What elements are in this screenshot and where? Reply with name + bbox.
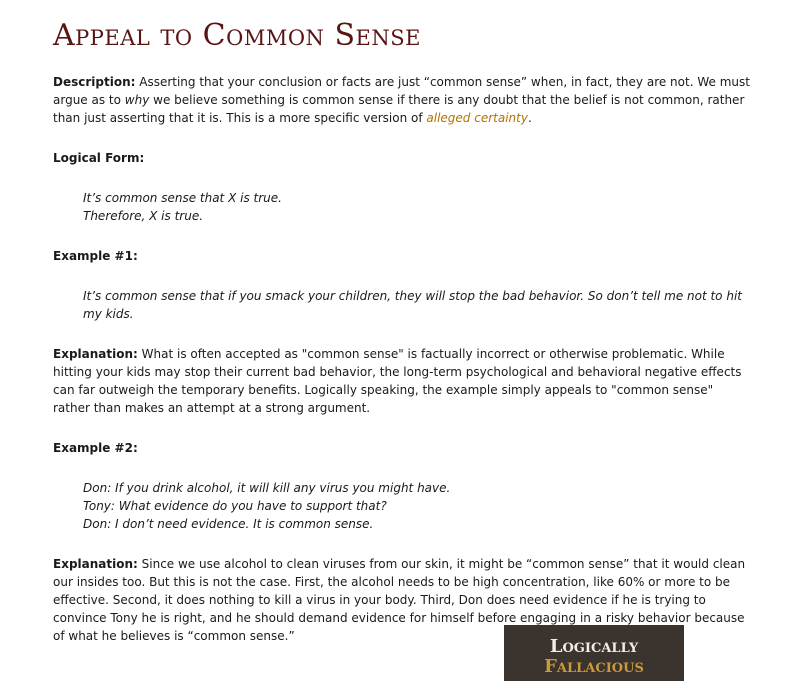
- description-italic-word: why: [124, 93, 150, 107]
- example1-line: It’s common sense that if you smack your children, they will stop the bad behavior. So don’t tell me not to hit my kids.: [83, 289, 742, 321]
- example1-block: [83, 287, 753, 323]
- logical-form-heading: Logical Form:: [53, 151, 145, 165]
- logical-form-line: Therefore, X is true.: [83, 209, 204, 223]
- description-text-1: Asserting that your conclusion or facts are just “common sense” when, in fact, they are not. We must argue as to: [53, 75, 750, 107]
- example2-block: [83, 479, 753, 533]
- description-label: Description:: [53, 75, 136, 89]
- example2-line: Don: I don’t need evidence. It is common sense.: [83, 517, 374, 531]
- explanation-label: Explanation:: [53, 557, 138, 571]
- explanation-text: What is often accepted as "common sense" is factually incorrect or otherwise problematic. While hitting your kids may stop their current bad behavior, the long-term psychological and behavioral negative effects can far outweigh the temporary benefits. Logically speaking, the example simply appeals to "common sense" rather than makes an attempt at a strong argument.: [53, 347, 742, 415]
- logical-form-line: It’s common sense that X is true.: [83, 191, 282, 205]
- page-title: Appeal to Common Sense: [53, 18, 421, 53]
- description-text-end: .: [527, 111, 532, 125]
- example2-line: Tony: What evidence do you have to support that?: [83, 499, 387, 513]
- description-paragraph: [53, 73, 753, 127]
- example2-line: Don: If you drink alcohol, it will kill any virus you might have.: [83, 481, 451, 495]
- example1-heading: Example #1:: [53, 249, 138, 263]
- logical-form-block: [83, 189, 753, 225]
- example2-heading: Example #2:: [53, 441, 138, 455]
- logically-fallacious-logo[interactable]: [504, 625, 684, 681]
- example1-explanation: [53, 345, 753, 417]
- logo-line-1: Logically: [549, 636, 639, 657]
- explanation-text: Since we use alcohol to clean viruses from our skin, it might be “common sense” that it would clean our insides too. But this is not the case. First, the alcohol needs to be high concentration, like 60% or more to be effective. Second, it does nothing to kill a virus in your body. Third, Don does need evidence if he is trying to convince Tony he is right, and he should demand evidence for himself before engaging in a risky behavior because of what he believes is “common sense.”: [53, 557, 746, 643]
- explanation-label: Explanation:: [53, 347, 138, 361]
- article: [53, 16, 753, 645]
- alleged-certainty-link[interactable]: alleged certainty: [426, 111, 528, 125]
- logo-line-2: Fallacious: [544, 656, 644, 677]
- description-text-2: we believe something is common sense if there is any doubt that the belief is not common, rather than just asserting that it is. This is a more specific version of: [53, 93, 745, 125]
